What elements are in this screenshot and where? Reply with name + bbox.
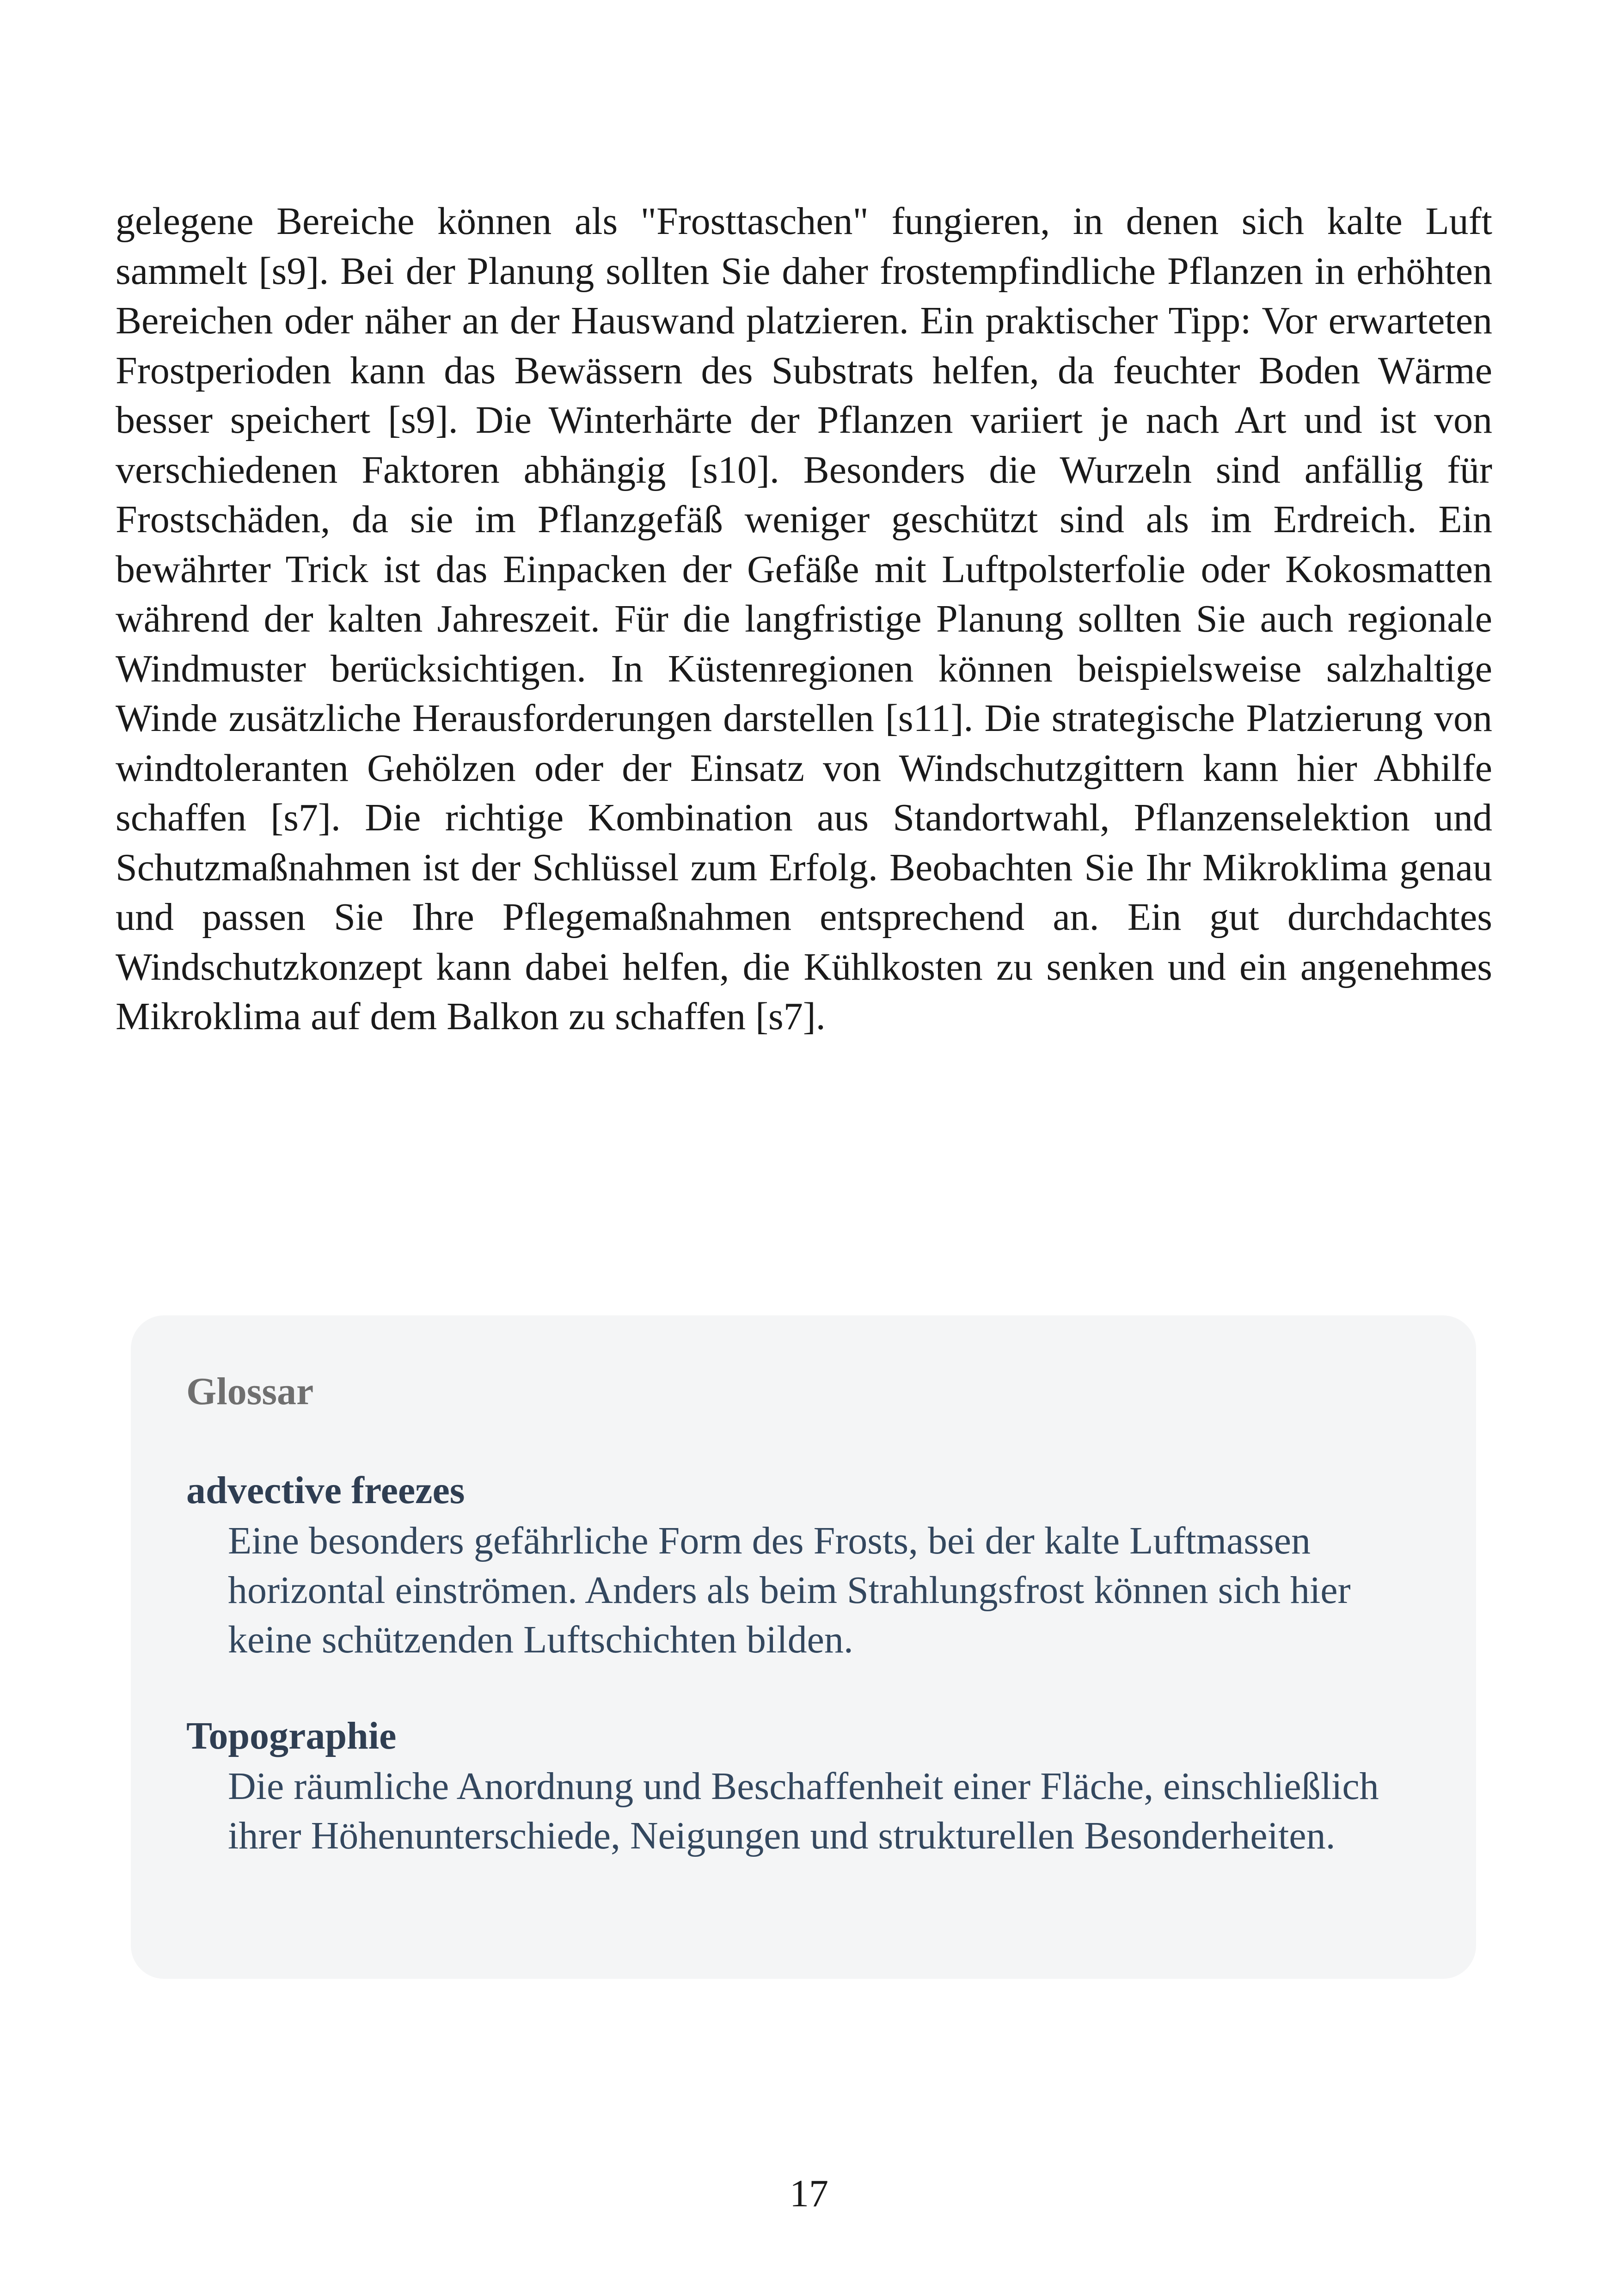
glossary-definition: Die räumliche Anordnung und Beschaffenheit einer Fläche, einschließlich ihrer Höhenunterschiede, Neigungen und strukturellen Besonderheiten. <box>228 1765 1379 1857</box>
glossary-term: Topographie <box>186 1714 397 1757</box>
page-number: 17 <box>790 2172 828 2215</box>
glossary-box <box>131 1315 1476 1979</box>
glossary-definition: Eine besonders gefährliche Form des Frosts, bei der kalte Luftmassen horizontal einströmen. Anders als beim Strahlungsfrost können sich hier keine schützenden Luftschichten bilden. <box>228 1519 1351 1661</box>
glossary-term: advective freezes <box>186 1469 465 1512</box>
glossary-title: Glossar <box>186 1370 314 1413</box>
body-paragraph: gelegene Bereiche können als "Frosttaschen" fungieren, in denen sich kalte Luft sammelt [s9]. Bei der Planung sollten Sie daher frostempfindliche Pflanzen in erhöhten Bereichen oder näher an der Hauswand platzieren. Ein praktischer Tipp: Vor erwarteten Frostperioden kann das Bewässern des Substrats helfen, da feuchter Boden Wärme besser speichert [s9]. Die Winterhärte der Pflanzen variiert je nach Art und ist von verschiedenen Faktoren abhängig [s10]. Besonders die Wurzeln sind anfällig für Frostschäden, da sie im Pflanzgefäß weniger geschützt sind als im Erdreich. Ein bewährter Trick ist das Einpacken der Gefäße mit Luftpolsterfolie oder Kokosmatten während der kalten Jahreszeit. Für die langfristige Planung sollten Sie auch regionale Windmuster berücksichtigen. In Küstenregionen können beispielsweise salzhaltige Winde zusätzliche Herausforderungen darstellen [s11]. Die strategische Platzierung von windtoleranten Gehölzen oder der Einsatz von Windschutzgittern kann hier Abhilfe schaffen [s7]. Die richtige Kombination aus Standortwahl, Pflanzenselektion und Schutzmaßnahmen ist der Schlüssel zum Erfolg. Beobachten Sie Ihr Mikroklima genau und passen Sie Ihre Pflegemaßnahmen entsprechend an. Ein gut durchdachtes Windschutzkonzept kann dabei helfen, die Kühlkosten zu senken und ein angenehmes Mikroklima auf dem Balkon zu schaffen [s7]. <box>116 200 1492 1038</box>
